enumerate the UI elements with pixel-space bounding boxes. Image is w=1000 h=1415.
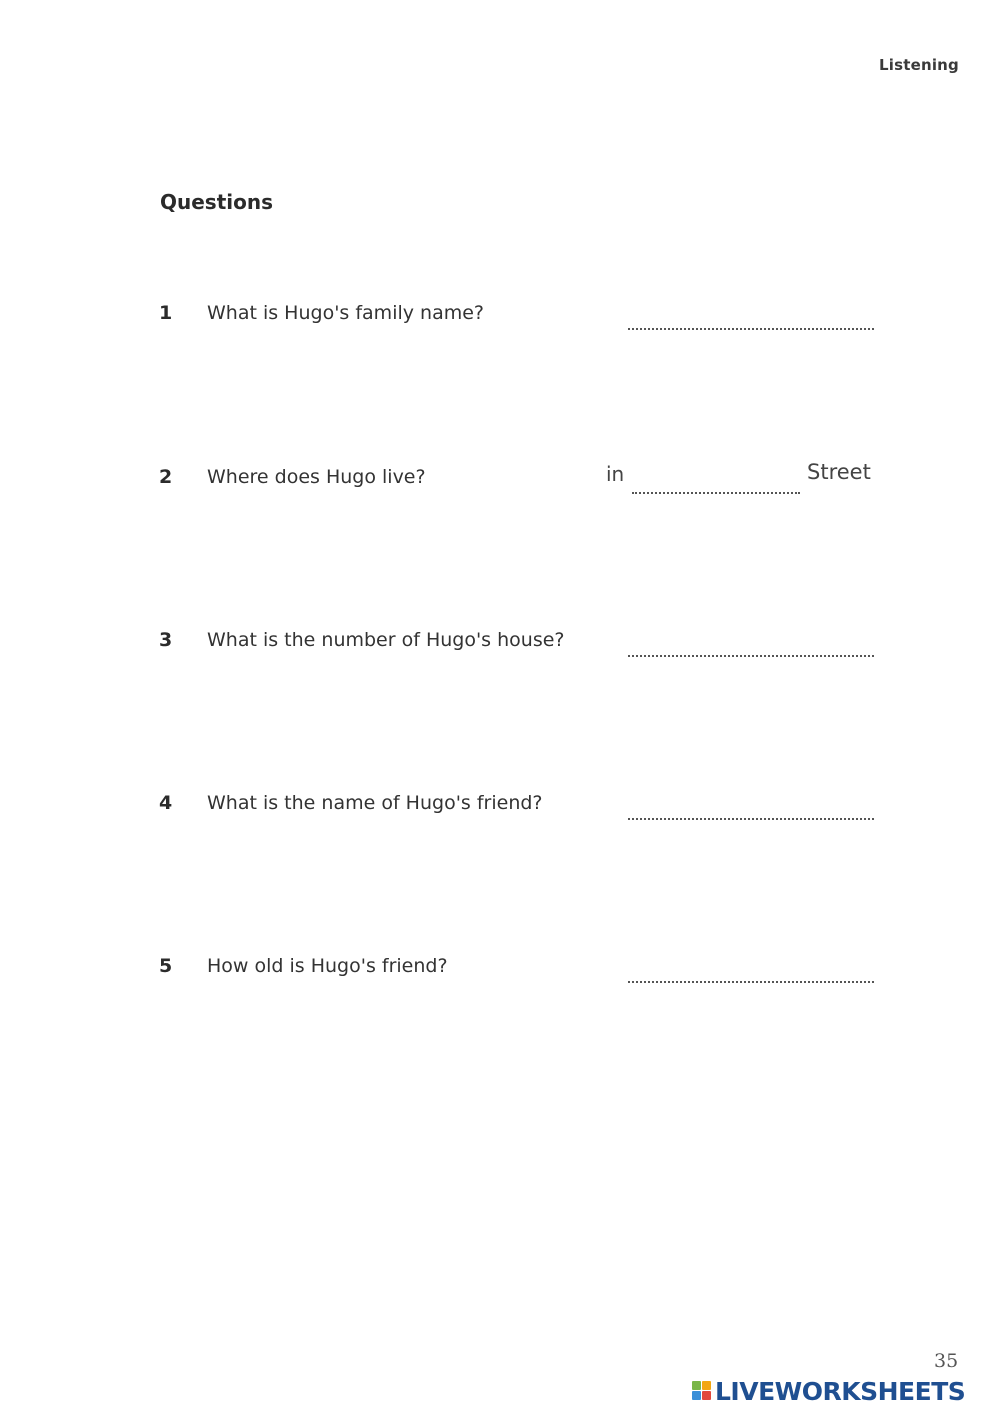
question-number: 4 xyxy=(159,792,173,814)
answer-input-1[interactable] xyxy=(628,302,874,330)
answer-input-2[interactable] xyxy=(632,466,800,494)
question-row-5 xyxy=(0,955,1000,995)
answer-input-4[interactable] xyxy=(628,792,874,820)
question-number: 2 xyxy=(159,466,173,488)
question-text: How old is Hugo's friend? xyxy=(207,955,448,977)
answer-input-5[interactable] xyxy=(628,955,874,983)
question-number: 5 xyxy=(159,955,173,977)
page-number: 35 xyxy=(934,1350,959,1372)
liveworksheets-logo-icon xyxy=(692,1381,712,1401)
question-row-4 xyxy=(0,792,1000,832)
answer-suffix: Street xyxy=(807,460,871,484)
logo-square-2 xyxy=(702,1381,711,1390)
questions-heading: Questions xyxy=(160,190,274,214)
answer-prefix: in xyxy=(606,462,625,486)
question-text: What is the number of Hugo's house? xyxy=(207,629,565,651)
logo-square-1 xyxy=(692,1381,701,1390)
question-text: What is the name of Hugo's friend? xyxy=(207,792,543,814)
question-row-3 xyxy=(0,629,1000,669)
answer-input-3[interactable] xyxy=(628,629,874,657)
liveworksheets-brand xyxy=(692,1375,965,1407)
question-number: 1 xyxy=(159,302,173,324)
question-number: 3 xyxy=(159,629,173,651)
logo-square-3 xyxy=(692,1391,701,1400)
question-text: What is Hugo's family name? xyxy=(207,302,485,324)
brand-name: LIVEWORKSHEETS xyxy=(715,1376,966,1406)
question-text: Where does Hugo live? xyxy=(207,466,426,488)
section-label: Listening xyxy=(878,56,959,74)
question-row-2 xyxy=(0,460,1000,506)
logo-square-4 xyxy=(702,1391,711,1400)
question-row-1 xyxy=(0,302,1000,342)
